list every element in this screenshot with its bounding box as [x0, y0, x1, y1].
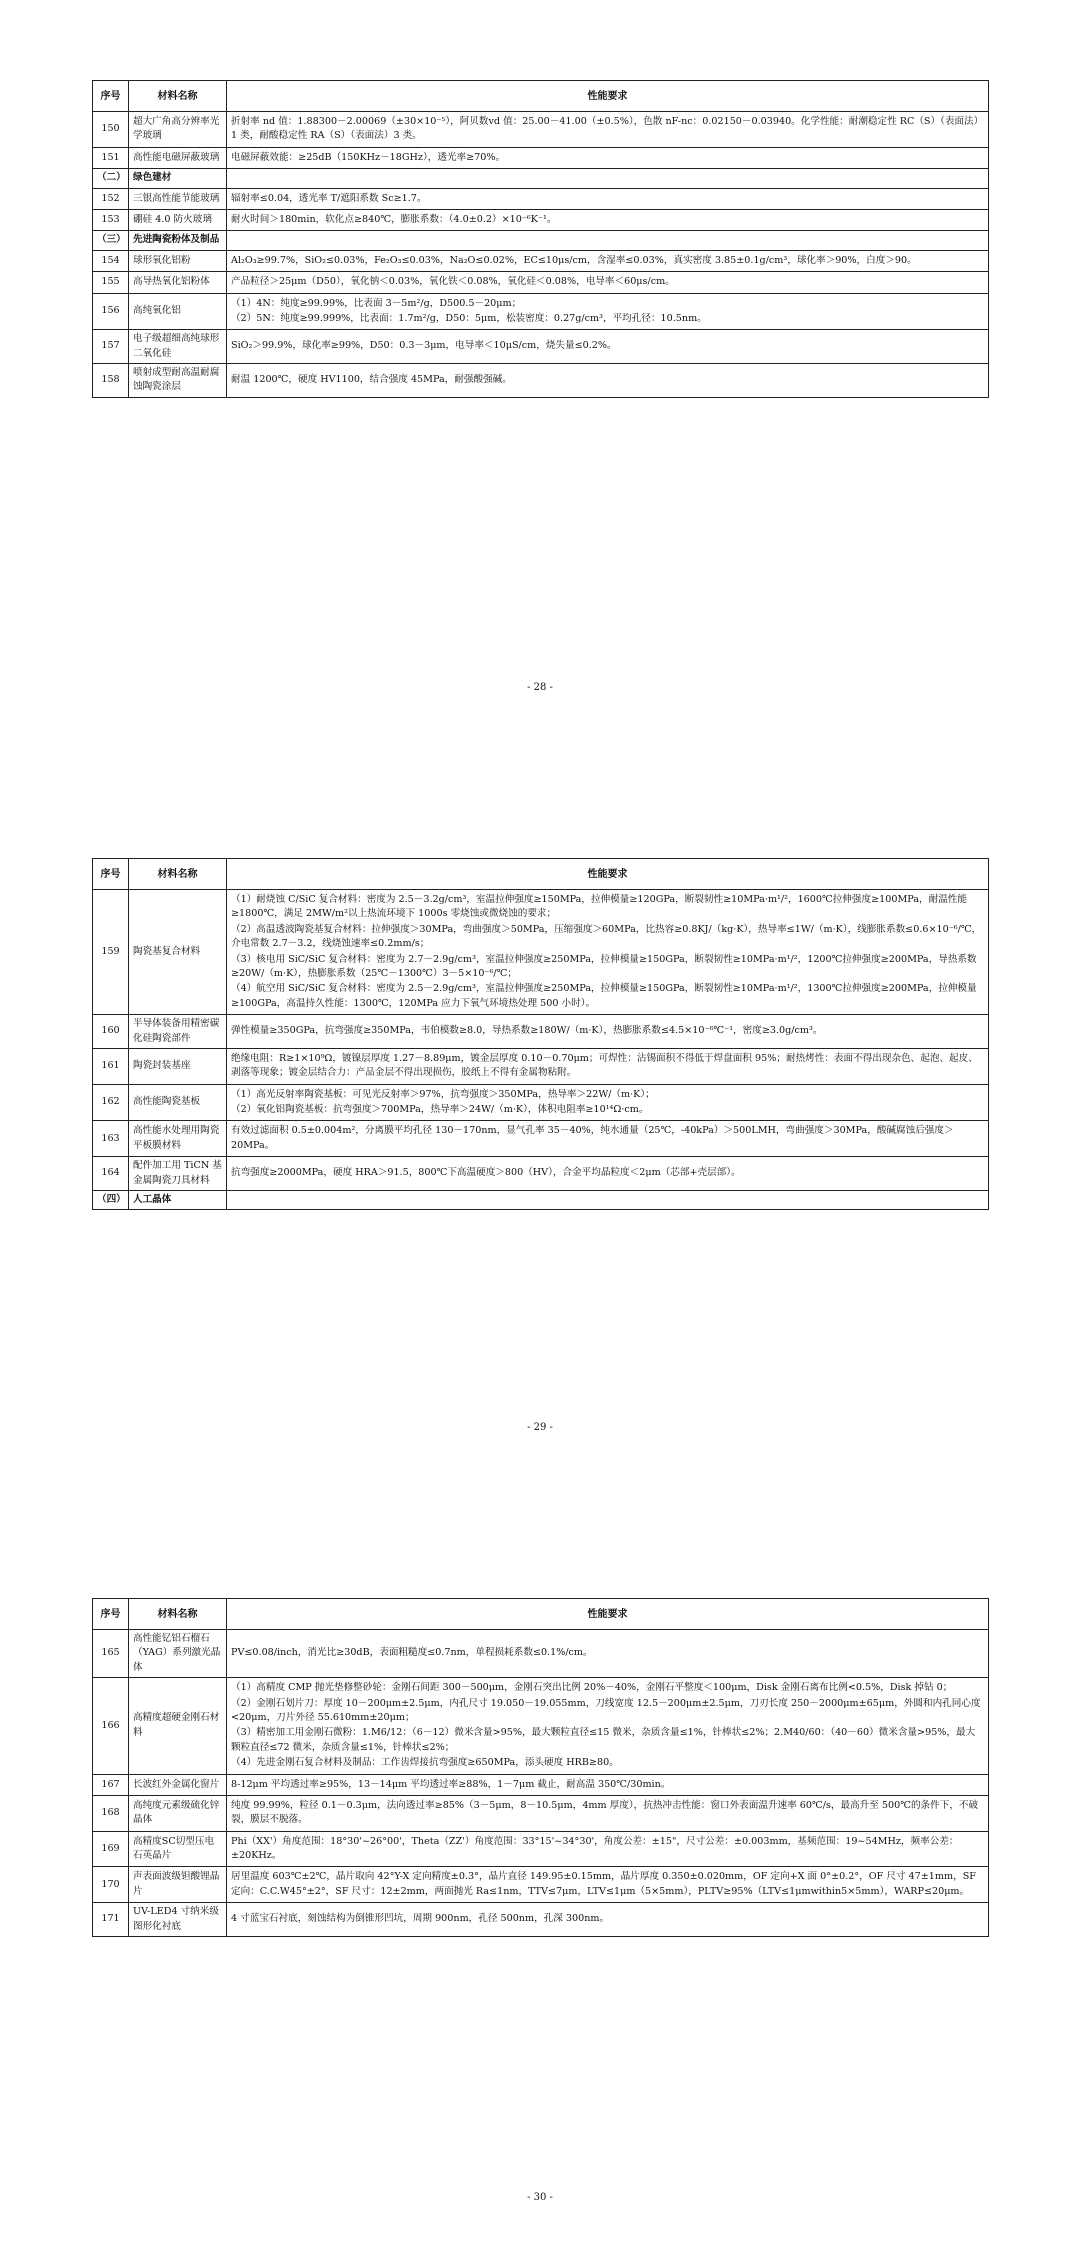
table-row — [93, 1867, 989, 1903]
row-number: 161 — [93, 1048, 129, 1084]
page-number: - 28 - — [527, 682, 553, 693]
material-name: 硼硅 4.0 防火玻璃 — [129, 209, 227, 230]
row-number: 153 — [93, 209, 129, 230]
performance-requirements — [227, 1121, 989, 1157]
performance-requirements — [227, 250, 989, 271]
table-row — [93, 250, 989, 271]
spec-table — [92, 1598, 989, 1937]
requirement-line: SiO₂＞99.9%，球化率≥99%，D50：0.3－3μm，电导率＜10μS/cm，烧失量≤0.2%。 — [231, 340, 617, 352]
section-number: （四） — [93, 1191, 129, 1210]
section-row — [93, 231, 989, 250]
requirement-line: （1）4N：纯度≥99.99%，比表面 3－5m²/g，D500.5－20μm； — [231, 297, 522, 309]
table-row — [93, 1774, 989, 1795]
material-name: 配件加工用 TiCN 基金属陶瓷刀具材料 — [129, 1157, 227, 1191]
performance-requirements — [227, 1774, 989, 1795]
material-name: 高性能钇铝石榴石（YAG）系列激光晶体 — [129, 1630, 227, 1678]
table-row — [93, 188, 989, 209]
header-no: 序号 — [93, 1599, 129, 1630]
requirement-line: Al₂O₃≥99.7%，SiO₂≤0.03%，Fe₂O₃≤0.03%，Na₂O≤0.02%，EC≤10μs/cm，含湿率≤0.03%，真实密度 3.85±0.1g/cm³，球化率＞90%，白度＞90。 — [231, 254, 917, 266]
requirement-line: 产品粒径＞25μm（D50），氧化钠＜0.03%，氧化铁＜0.08%，氧化硅＜0.08%，电导率＜60μs/cm。 — [231, 276, 675, 288]
requirement-line: 8-12μm 平均透过率≥95%，13－14μm 平均透过率≥88%，1－7μm 截止，耐高温 350℃/30min。 — [231, 1778, 671, 1790]
requirement-line: （3）核电用 SiC/SiC 复合材料：密度为 2.7－2.9g/cm³，室温拉伸强度≥250MPa，拉伸模量≥150GPa，断裂韧性≥10MPa·m¹/²，1200℃拉伸强度≥200MPa，导热系数≥20W/（m·K），热膨胀系数（25℃－1300℃）3－5×10⁻⁶/℃； — [231, 953, 977, 979]
table-row — [93, 147, 989, 168]
table-row — [93, 112, 989, 148]
requirement-line: 抗弯强度≥2000MPa，硬度 HRA＞91.5，800℃下高温硬度＞800（HV），合金平均晶粒度＜2μm（芯部+壳层部）。 — [231, 1167, 741, 1179]
row-number: 158 — [93, 364, 129, 398]
performance-requirements — [227, 1831, 989, 1867]
requirement-line: 有效过滤面积 0.5±0.004m²，分离膜平均孔径 130－170nm，显气孔率 35－40%，纯水通量（25℃，-40kPa）＞500LMH，弯曲强度＞30MPa，酸碱腐蚀后强度＞20MPa。 — [231, 1125, 954, 1151]
header-requirements: 性能要求 — [227, 859, 989, 890]
spec-table — [92, 80, 989, 398]
row-number: 156 — [93, 293, 129, 330]
table-row — [93, 1121, 989, 1157]
performance-requirements — [227, 112, 989, 148]
material-name: 高性能电磁屏蔽玻璃 — [129, 147, 227, 168]
row-number: 164 — [93, 1157, 129, 1191]
header-name: 材料名称 — [129, 859, 227, 890]
requirement-line: 辐射率≤0.04，透光率 T/遮阳系数 Sc≥1.7。 — [231, 192, 427, 204]
table-row — [93, 272, 989, 293]
performance-requirements — [227, 147, 989, 168]
requirement-line: PV≤0.08/inch，消光比≥30dB，表面粗糙度≤0.7nm，单程损耗系数≤0.1%/cm。 — [231, 1647, 593, 1659]
requirement-line: （2）5N：纯度≥99.999%，比表面：1.7m²/g，D50：5μm，松装密度：0.27g/cm³，平均孔径：10.5nm。 — [231, 312, 707, 324]
requirement-line: （4）航空用 SiC/SiC 复合材料：密度为 2.5－2.9g/cm³，室温拉伸强度≥250MPa，拉伸模量≥150GPa，断裂韧性≥10MPa·m¹/²，1300℃拉伸强度≥200MPa，拉伸模量≥100GPa，高温持久性能：1300℃，120MPa 应力下氧气环境热处理 500 小时）。 — [231, 983, 977, 1009]
performance-requirements — [227, 1157, 989, 1191]
table-row — [93, 293, 989, 330]
performance-requirements — [227, 1678, 989, 1774]
header-requirements: 性能要求 — [227, 1599, 989, 1630]
performance-requirements — [227, 293, 989, 330]
row-number: 157 — [93, 330, 129, 364]
requirement-line: 绝缘电阻：R≥1×10⁹Ω，镀镍层厚度 1.27－8.89μm，镀金层厚度 0.10－0.70μm；可焊性：沾锡面积不得低于焊盘面积 95%；耐热烤性：表面不得出现杂色、起泡、起皮、剥落等现象；镀金层结合力：产品金层不得出现损伤，胶纸上不得有金属物粘附。 — [231, 1052, 978, 1079]
document-page-28 — [0, 0, 1080, 740]
performance-requirements — [227, 1015, 989, 1049]
table-row — [93, 1015, 989, 1049]
row-number: 159 — [93, 890, 129, 1015]
page-number: - 30 - — [527, 2192, 553, 2203]
material-name: 高精度SC切型压电石英晶片 — [129, 1831, 227, 1867]
row-number: 169 — [93, 1831, 129, 1867]
table-header-row — [93, 81, 989, 112]
section-row — [93, 1191, 989, 1210]
performance-requirements — [227, 890, 989, 1015]
material-name: 电子级超细高纯球形二氧化硅 — [129, 330, 227, 364]
requirement-line: （1）高精度 CMP 抛光垫修整砂轮：金刚石间距 300－500μm，金刚石突出比例 20%－40%，金刚石平整度＜100μm，Disk 金刚石离布比例<0.5%，Disk 掉钻 0； — [231, 1682, 953, 1694]
table-row — [93, 1795, 989, 1831]
requirement-line: （1）高光反射率陶瓷基板：可见光反射率＞97%，抗弯强度＞350MPa，热导率＞22W/（m·K）； — [231, 1088, 655, 1100]
requirement-line: 弹性模量≥350GPa，抗弯强度≥350MPa，韦伯模数≥8.0，导热系数≥180W/（m·K），热膨胀系数≤4.5×10⁻⁶℃⁻¹，密度≥3.0g/cm³。 — [231, 1025, 823, 1037]
table-row — [93, 1157, 989, 1191]
material-name: 超大广角高分辨率光学玻璃 — [129, 112, 227, 148]
performance-requirements — [227, 1795, 989, 1831]
row-number: 168 — [93, 1795, 129, 1831]
material-name: 喷射成型耐高温耐腐蚀陶瓷涂层 — [129, 364, 227, 398]
material-name: 陶瓷封装基座 — [129, 1048, 227, 1084]
performance-requirements — [227, 1903, 989, 1937]
performance-requirements — [227, 330, 989, 364]
requirement-line: （3）精密加工用金刚石微粉：1.M6/12：（6－12）微米含量>95%，最大颗粒直径≤15 微米，杂质含量≤1%，针棒状≤2%；2.M40/60：（40－60）微米含量>95%，最大颗粒直径≤72 微米，杂质含量≤1%，针棒状≤2%； — [231, 1727, 976, 1753]
material-name: 高性能水处理用陶瓷平板膜材料 — [129, 1121, 227, 1157]
material-name: 声表面波级钽酸锂晶片 — [129, 1867, 227, 1903]
section-row — [93, 169, 989, 188]
table-row — [93, 890, 989, 1015]
table-row — [93, 1678, 989, 1774]
table-header-row — [93, 1599, 989, 1630]
row-number: 165 — [93, 1630, 129, 1678]
material-name: 陶瓷基复合材料 — [129, 890, 227, 1015]
document-page-30 — [0, 1480, 1080, 2247]
requirement-line: 折射率 nd 值：1.88300－2.00069（±30×10⁻⁵），阿贝数vd 值：25.00－41.00（±0.5%），色散 nF-nc：0.02150－0.03940。化学性能：耐潮稳定性 RC（S）（表面法）1 类，耐酸稳定性 RA（S）（表面法）3 类。 — [231, 116, 984, 142]
performance-requirements — [227, 1084, 989, 1121]
material-name: 半导体装备用精密碳化硅陶瓷部件 — [129, 1015, 227, 1049]
row-number: 155 — [93, 272, 129, 293]
table-row — [93, 1903, 989, 1937]
table-header-row — [93, 859, 989, 890]
table-row — [93, 1084, 989, 1121]
requirement-line: （1）耐烧蚀 C/SiC 复合材料：密度为 2.5－3.2g/cm³，室温拉伸强度≥150MPa，拉伸模量≥120GPa，断裂韧性≥10MPa·m¹/²，1600℃拉伸强度≥100MPa，耐温性能≥1800℃，满足 2MW/m²以上热流环境下 1000s 零烧蚀或微烧蚀的要求； — [231, 894, 967, 920]
section-number: （二） — [93, 169, 129, 188]
material-name: 长波红外金属化窗片 — [129, 1774, 227, 1795]
performance-requirements — [227, 1048, 989, 1084]
section-title: 绿色建材 — [129, 169, 227, 188]
row-number: 162 — [93, 1084, 129, 1121]
material-name: 高精度超硬金刚石材料 — [129, 1678, 227, 1774]
empty-cell — [227, 169, 989, 188]
table-row — [93, 364, 989, 398]
table-row — [93, 1831, 989, 1867]
spec-table — [92, 858, 989, 1210]
section-title: 先进陶瓷粉体及制品 — [129, 231, 227, 250]
requirement-line: （2）氧化铝陶瓷基板：抗弯强度＞700MPa，热导率＞24W/（m·K），体积电阻率≥10¹⁴Ω·cm。 — [231, 1104, 649, 1116]
requirement-line: （2）高温透波陶瓷基复合材料：拉伸强度＞30MPa，弯曲强度＞50MPa，压缩强度＞60MPa，比热容≥0.8KJ/（kg·K），热导率≤1W/（m·K），线膨胀系数≤0.6×10⁻⁶/℃，介电常数 2.7－3.2，线烧蚀速率≤0.2mm/s； — [231, 923, 982, 950]
header-no: 序号 — [93, 81, 129, 112]
requirement-line: （4）先进金刚石复合材料及制品：工作齿焊接抗弯强度≥650MPa，添头硬度 HRB≥80。 — [231, 1757, 619, 1769]
empty-cell — [227, 231, 989, 250]
section-number: （三） — [93, 231, 129, 250]
requirement-line: 耐火时间＞180min，软化点≥840℃，膨胀系数：（4.0±0.2）×10⁻⁶K⁻¹。 — [231, 213, 557, 225]
performance-requirements — [227, 272, 989, 293]
material-name: 球形氧化铝粉 — [129, 250, 227, 271]
document-page-29 — [0, 740, 1080, 1480]
row-number: 166 — [93, 1678, 129, 1774]
requirement-line: （2）金刚石划片刀：厚度 10－200μm±2.5μm，内孔尺寸 19.050－19.055mm，刀线宽度 12.5－200μm±2.5μm，刀刃长度 250－2000μm±65μm，外圆和内孔同心度<20μm，刀片外径 55.610mm±20μm； — [231, 1697, 981, 1723]
requirement-line: 电磁屏蔽效能：≥25dB（150KHz－18GHz），透光率≥70%。 — [231, 151, 506, 163]
page-number: - 29 - — [527, 1422, 553, 1433]
performance-requirements — [227, 209, 989, 230]
row-number: 160 — [93, 1015, 129, 1049]
row-number: 171 — [93, 1903, 129, 1937]
performance-requirements — [227, 1867, 989, 1903]
material-name: 三银高性能节能玻璃 — [129, 188, 227, 209]
empty-cell — [227, 1191, 989, 1210]
row-number: 170 — [93, 1867, 129, 1903]
material-name: 高纯度元素级硫化锌晶体 — [129, 1795, 227, 1831]
row-number: 154 — [93, 250, 129, 271]
header-requirements: 性能要求 — [227, 81, 989, 112]
header-name: 材料名称 — [129, 81, 227, 112]
table-row — [93, 209, 989, 230]
performance-requirements — [227, 364, 989, 398]
performance-requirements — [227, 1630, 989, 1678]
requirement-line: 4 寸蓝宝石衬底，刻蚀结构为倒锥形凹坑，周期 900nm，孔径 500nm，孔深 300nm。 — [231, 1913, 610, 1925]
row-number: 167 — [93, 1774, 129, 1795]
requirement-line: 居里温度 603℃±2℃，晶片取向 42°Y-X 定向精度±0.3°，晶片直径 149.95±0.15mm，晶片厚度 0.350±0.020mm，OF 定向+X 面 0°±0.2°，OF 尺寸 47±1mm，SF 定向：C.C.W45°±2°，SF 尺寸：12±2mm，两面抛光 Ra≤1nm，TTV≤7μm，LTV≤1μm（5×5mm），PLTV≥95%（LTV≤1μmwithin5×5mm），WARP≤20μm。 — [231, 1871, 976, 1897]
row-number: 152 — [93, 188, 129, 209]
table-row — [93, 330, 989, 364]
material-name: UV-LED4 寸纳米级图形化衬底 — [129, 1903, 227, 1937]
row-number: 151 — [93, 147, 129, 168]
requirement-line: Phi（XX'）角度范围：18°30'~26°00'，Theta（ZZ'）角度范围：33°15'~34°30'，角度公差：±15"，尺寸公差：±0.003mm，基频范围：19~54MHz，频率公差：±20KHz。 — [231, 1835, 959, 1862]
row-number: 163 — [93, 1121, 129, 1157]
header-name: 材料名称 — [129, 1599, 227, 1630]
table-row — [93, 1630, 989, 1678]
performance-requirements — [227, 188, 989, 209]
section-title: 人工晶体 — [129, 1191, 227, 1210]
row-number: 150 — [93, 112, 129, 148]
material-name: 高性能陶瓷基板 — [129, 1084, 227, 1121]
requirement-line: 耐温 1200℃，硬度 HV1100，结合强度 45MPa，耐强酸强碱。 — [231, 374, 512, 386]
material-name: 高导热氧化铝粉体 — [129, 272, 227, 293]
requirement-line: 纯度 99.99%，粒径 0.1－0.3μm，法向透过率≥85%（3－5μm，8－10.5μm，4mm 厚度），抗热冲击性能：窗口外表面温升速率 60℃/s，最高升至 500℃的条件下，不破裂，膜层不脱落。 — [231, 1799, 979, 1826]
table-row — [93, 1048, 989, 1084]
material-name: 高纯氧化铝 — [129, 293, 227, 330]
header-no: 序号 — [93, 859, 129, 890]
